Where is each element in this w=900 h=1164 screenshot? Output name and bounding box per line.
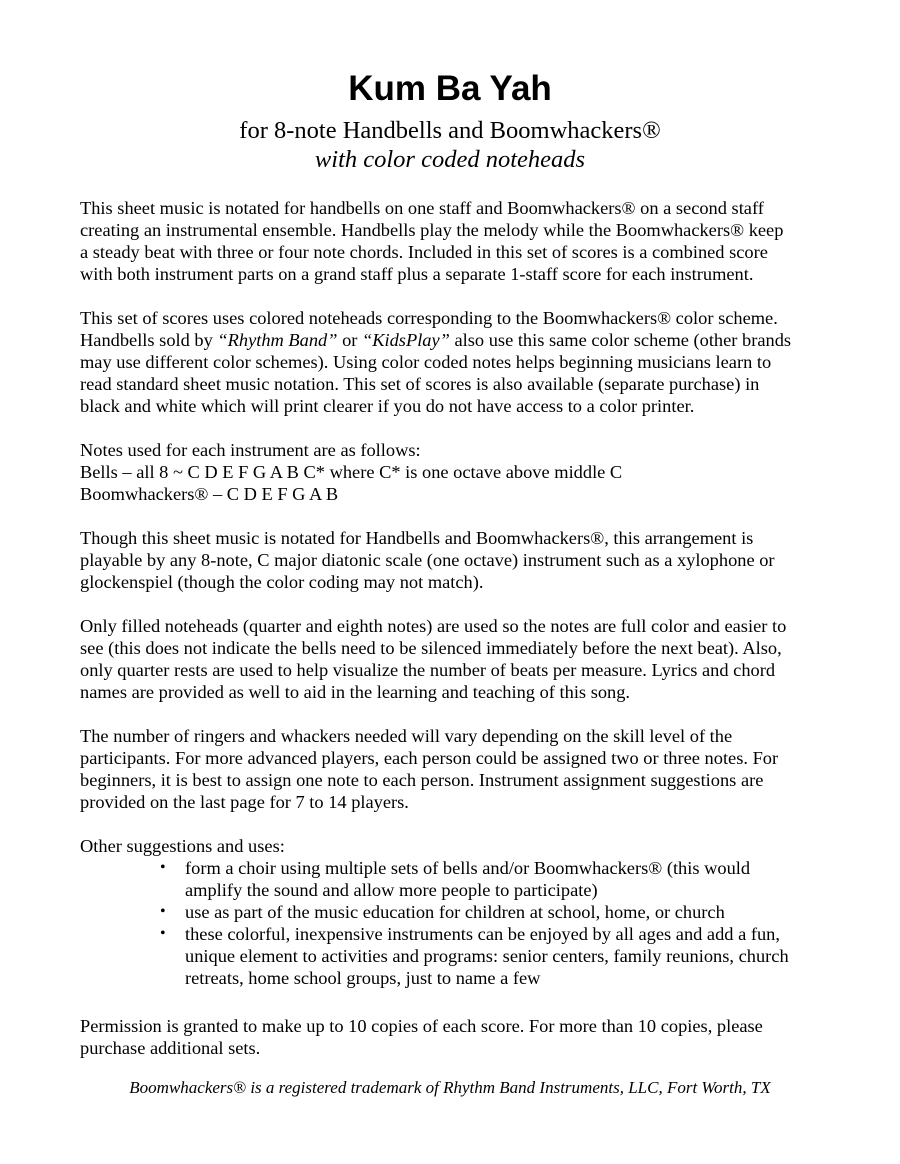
text-line: Notes used for each instrument are as follows:: [80, 440, 421, 460]
list-item: • use as part of the music education for children at school, home, or church: [160, 902, 725, 922]
text-line: see (this does not indicate the bells need to be silenced immediately before the next beat). Also,: [80, 638, 782, 658]
bullet-icon: •: [160, 859, 166, 876]
text-line: a steady beat with three or four note chords. Included in this set of scores is a combined score: [80, 242, 768, 262]
text-line: creating an instrumental ensemble. Handbells play the melody while the Boomwhackers® keep: [80, 220, 784, 240]
text-line: may use different color schemes). Using color coded notes helps beginning musicians learn to: [80, 352, 772, 372]
bullet-icon: •: [160, 925, 166, 942]
text-line: glockenspiel (though the color coding may not match).: [80, 572, 484, 592]
text-line: beginners, it is best to assign one note to each person. Instrument assignment suggestions are: [80, 770, 764, 790]
text-line: Though this sheet music is notated for Handbells and Boomwhackers®, this arrangement is: [80, 528, 754, 548]
color-scheme-paragraph: [80, 307, 825, 417]
brand-kidsplay: “KidsPlay”: [362, 330, 450, 350]
text-line: participants. For more advanced players, each person could be assigned two or three notes. For: [80, 748, 779, 768]
subtitle: for 8-note Handbells and Boomwhackers®: [239, 117, 661, 144]
text-line: This sheet music is notated for handbells on one staff and Boomwhackers® on a second staff: [80, 198, 764, 218]
notes-list: [80, 439, 825, 505]
text-line: playable by any 8-note, C major diatonic scale (one octave) instrument such as a xylophone or: [80, 550, 775, 570]
text-line: Handbells sold by “Rhythm Band” or “KidsPlay” also use this same color scheme (other brands: [80, 330, 792, 350]
intro-paragraph: [80, 197, 825, 285]
noteheads-paragraph: [80, 615, 825, 703]
text-line: Bells – all 8 ~ C D E F G A B C* where C* is one octave above middle C: [80, 462, 623, 482]
players-paragraph: [80, 725, 825, 813]
list-item: • these colorful, inexpensive instruments can be enjoyed by all ages and add a fun, unique element to activities and programs: senior centers, family reunions, church retreats, home school groups, just to name a few: [160, 924, 789, 988]
suggestions-list: [160, 857, 840, 989]
permission-paragraph: [80, 1015, 825, 1059]
text-line: Boomwhackers® – C D E F G A B: [80, 484, 339, 504]
list-item: • form a choir using multiple sets of bells and/or Boomwhackers® (this would amplify the sound and allow more people to participate): [160, 858, 751, 900]
playability-paragraph: [80, 527, 825, 593]
text-line: black and white which will print clearer if you do not have access to a color printer.: [80, 396, 695, 416]
text-line: purchase additional sets.: [80, 1038, 261, 1058]
brand-rhythm-band: “Rhythm Band”: [217, 330, 338, 350]
text-line: read standard sheet music notation. This set of scores is also available (separate purchase) in: [80, 374, 760, 394]
text-line: with both instrument parts on a grand staff plus a separate 1-staff score for each instrument.: [80, 264, 754, 284]
text-line: only quarter rests are used to help visualize the number of beats per measure. Lyrics and chord: [80, 660, 776, 680]
text-line: provided on the last page for 7 to 14 players.: [80, 792, 409, 812]
bullet-icon: •: [160, 903, 166, 920]
suggestions-heading: Other suggestions and uses:: [80, 836, 285, 856]
text-line: names are provided as well to aid in the learning and teaching of this song.: [80, 682, 631, 702]
trademark-footer: Boomwhackers® is a registered trademark of Rhythm Band Instruments, LLC, Fort Worth, TX: [129, 1078, 771, 1097]
text-line: The number of ringers and whackers needed will vary depending on the skill level of the: [80, 726, 733, 746]
text-line: Only filled noteheads (quarter and eighth notes) are used so the notes are full color and easier to: [80, 616, 787, 636]
subtitle-italic: with color coded noteheads: [314, 146, 586, 173]
text-line: This set of scores uses colored noteheads corresponding to the Boomwhackers® color scheme.: [80, 308, 778, 328]
page-title: Kum Ba Yah: [348, 69, 552, 108]
text-line: Permission is granted to make up to 10 copies of each score. For more than 10 copies, please: [80, 1016, 763, 1036]
